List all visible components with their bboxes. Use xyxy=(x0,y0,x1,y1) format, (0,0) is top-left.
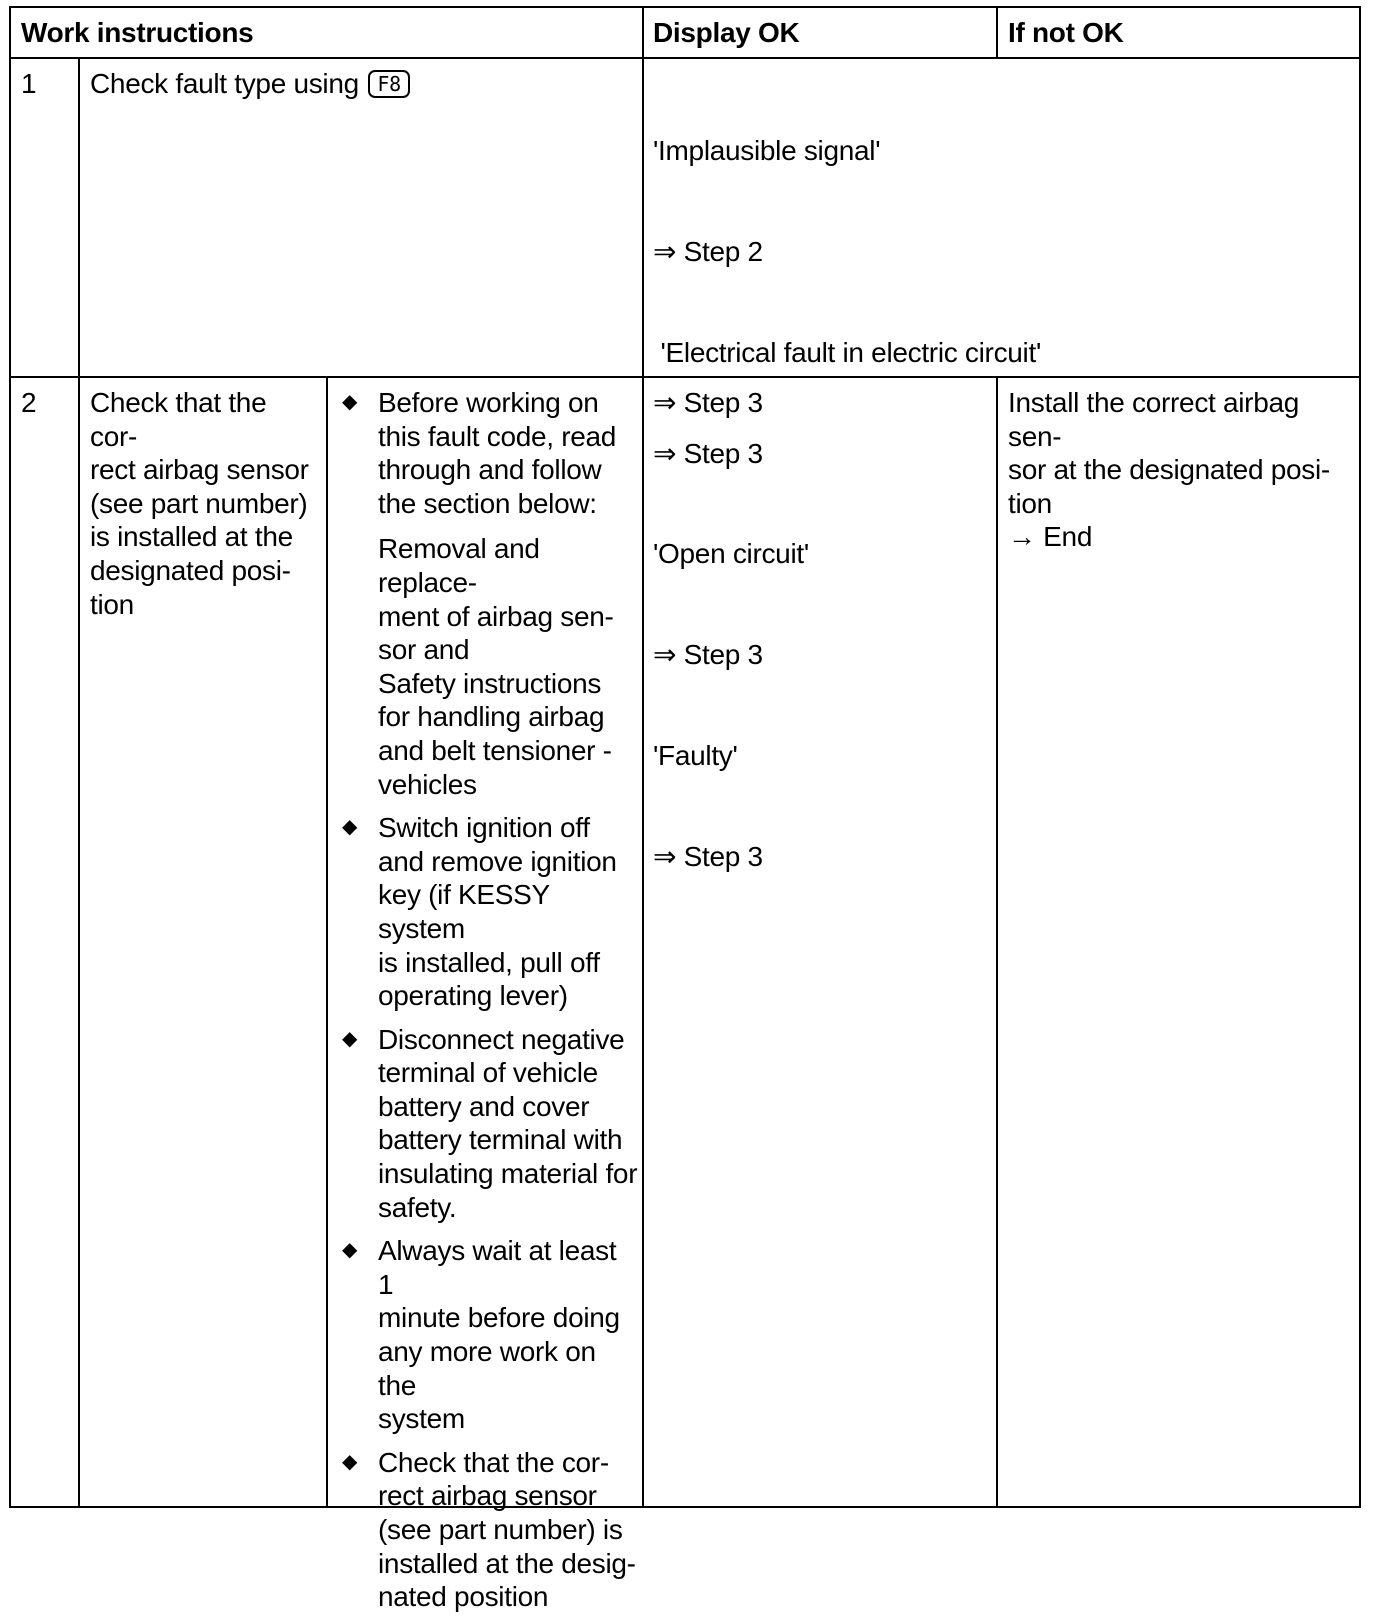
instruction-text: Check that the cor- rect airbag sensor (see part number) is installed at the designated posi- tion xyxy=(90,387,309,620)
column-divider xyxy=(642,6,644,1508)
header-work-instructions: Work instructions xyxy=(21,17,254,48)
header-divider xyxy=(9,57,1361,59)
display-line: ⇒ Step 3 xyxy=(653,639,763,671)
bullet-text: Before working on this fault code, read through and follow the section below: xyxy=(378,387,617,519)
list-item xyxy=(330,1023,638,1225)
if-not-ok-text: Install the correct airbag sen- sor at the designated posi- tion → End xyxy=(1008,387,1330,553)
display-line: ⇒ Step 3 xyxy=(653,437,763,469)
bullet-text: Switch ignition off and remove ignition key (if KESSY system is installed, pull off operating lever) xyxy=(378,812,617,1012)
instruction-label: Check fault type using xyxy=(90,68,359,99)
display-line: ⇒ Step 2 xyxy=(653,235,763,267)
list-item xyxy=(330,386,638,801)
display-ok-text xyxy=(653,67,1041,907)
list-item xyxy=(330,811,638,1013)
display-line: 'Faulty' xyxy=(653,739,738,771)
header-if-not-ok: If not OK xyxy=(1008,17,1124,48)
diamond-bullet-icon: ◆ xyxy=(342,1027,358,1050)
bullet-text: Disconnect negative terminal of vehicle battery and cover battery terminal with insulating material for safety. xyxy=(378,1023,638,1223)
column-divider xyxy=(78,57,80,1508)
list-item xyxy=(330,1234,638,1436)
bullet-text: Always wait at least 1 minute before doing any more work on the system xyxy=(378,1235,620,1435)
diamond-bullet-icon: ◆ xyxy=(342,1450,358,1473)
bullet-list xyxy=(330,386,638,1614)
instruction-text xyxy=(90,67,410,101)
column-divider xyxy=(996,6,998,59)
display-line: 'Implausible signal' xyxy=(653,135,881,167)
bullet-subtext: Removal and replace- ment of airbag sen- sor and Safety instructions for handling airbag and belt tensioner - vehicles xyxy=(378,533,614,800)
step-number: 1 xyxy=(21,68,37,99)
display-ok-text: ⇒ Step 3 xyxy=(653,387,763,418)
header-display-ok: Display OK xyxy=(653,17,800,48)
diamond-bullet-icon: ◆ xyxy=(342,816,358,839)
list-item xyxy=(330,1446,638,1614)
bullet-text: Check that the cor- rect airbag sensor (see part number) is installed at the desig- nated position xyxy=(378,1446,636,1613)
column-divider xyxy=(326,376,328,1508)
bullet-list-container xyxy=(330,386,638,1624)
f8-key-icon: F8 xyxy=(368,70,409,98)
display-line: 'Electrical fault in electric circuit' xyxy=(653,336,1041,368)
display-line: 'Open circuit' xyxy=(653,538,809,570)
display-line: ⇒ Step 3 xyxy=(653,840,763,872)
diamond-bullet-icon: ◆ xyxy=(342,1239,358,1262)
diamond-bullet-icon: ◆ xyxy=(342,391,358,413)
step-number: 2 xyxy=(21,387,37,418)
